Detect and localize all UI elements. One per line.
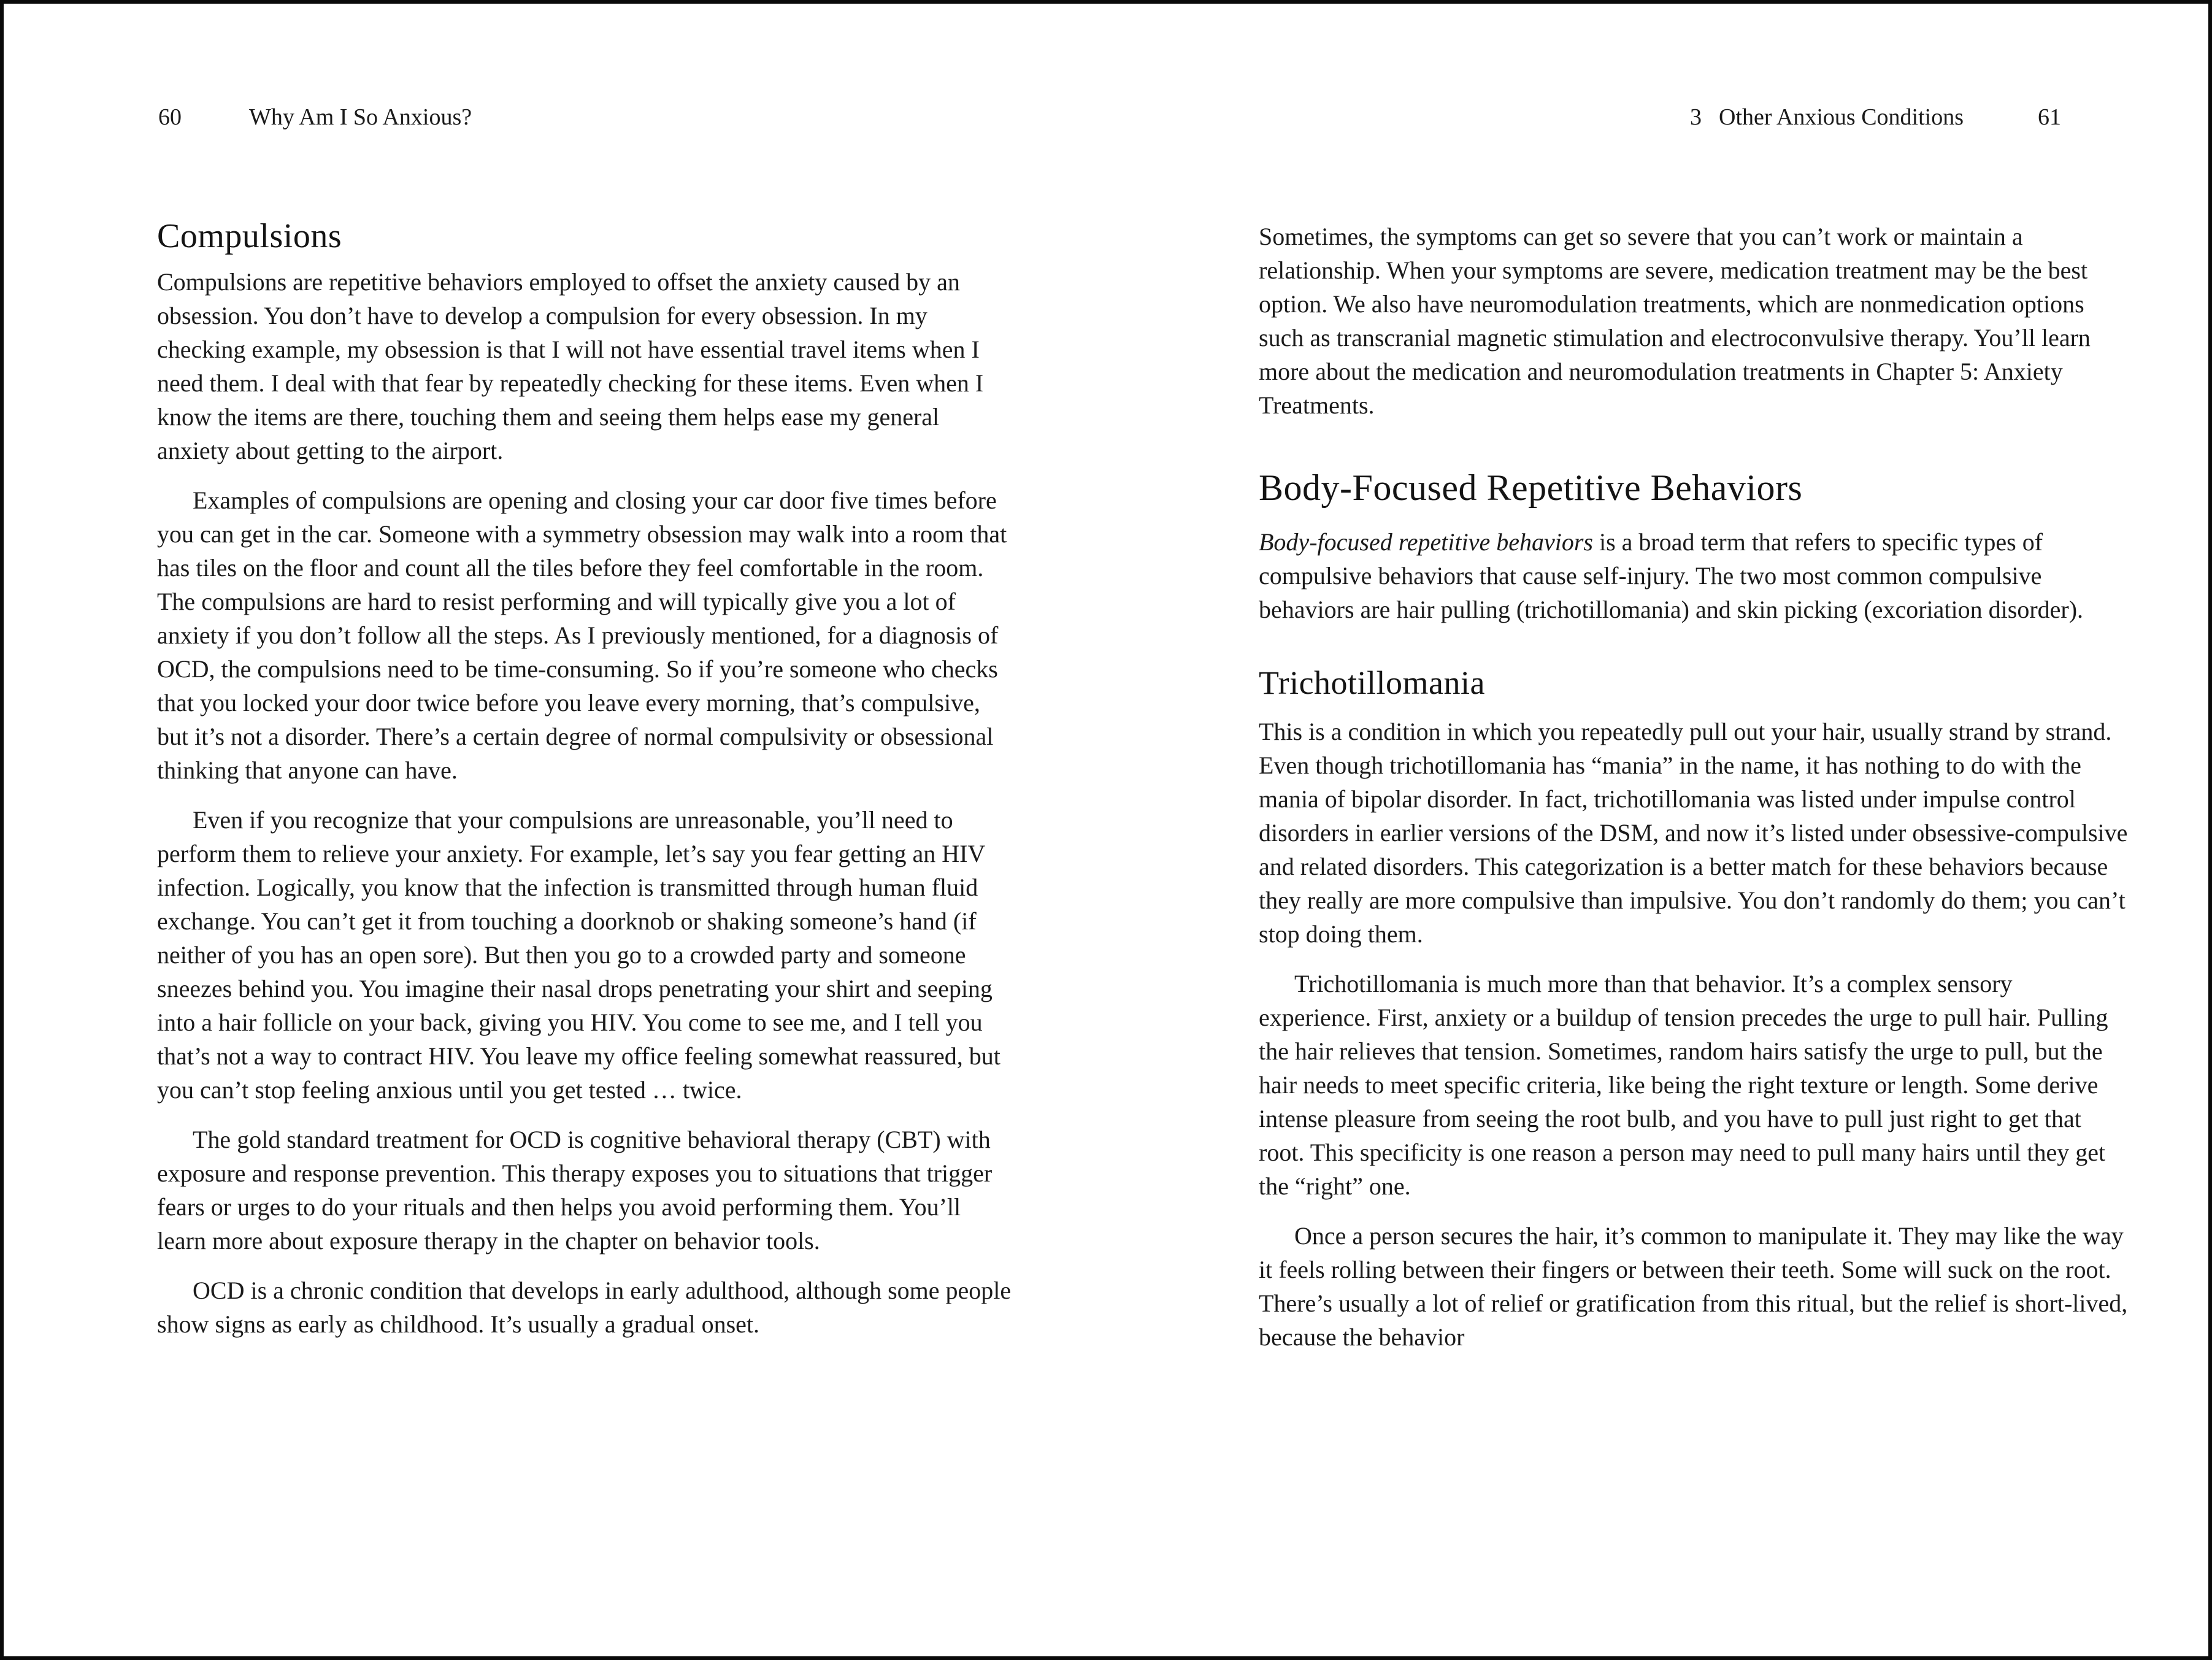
paragraph: Compulsions are repetitive behaviors employed to offset the anxiety caused by an obsession. You don’t have to develop a compulsion for every obsession. In my checking example, my obsession is that I will not have essential travel items when I need them. I deal with that fear by repeatedly checking for these items. Even when I know the items are there, touching them and seeing them helps ease my general anxiety about getting to the airport. [157, 268, 984, 464]
section-heading-compulsions: Compulsions [157, 217, 342, 255]
subsection-heading-trichotillomania: Trichotillomania [1259, 664, 1485, 701]
paragraph: This is a condition in which you repeatedly pull out your hair, usually strand by strand. Even though trichotillomania has “mania” in the name, it has nothing to do with the mania of bipolar disorder. In fact, trichotillomania was listed under impulse control disorders in earlier versions of the DSM, and now it’s listed under obsessive-compulsive and related disorders. This categorization is a better match for these behaviors because they really are more compulsive than impulsive. You don’t randomly do them; you can’t stop doing them. [1259, 718, 2128, 948]
left-page-number: 60 [158, 104, 182, 130]
paragraph: Examples of compulsions are opening and closing your car door five times before you can get in the car. Someone with a symmetry obsession may walk into a room that has tiles on the floor and count all the tiles before they feel comfortable in the room. The compulsions are hard to resist performing and will typically give you a lot of anxiety if you don’t follow all the steps. As I previously mentioned, for a diagnosis of OCD, the compulsions need to be time-consuming. So if you’re someone who checks that you locked your door twice before you leave every morning, that’s compulsive, but it’s not a disorder. There’s a certain degree of normal compulsivity or obsessional thinking that anyone can have. [157, 486, 1007, 784]
paragraph: Sometimes, the symptoms can get so severe that you can’t work or maintain a relationship. When your symptoms are severe, medication treatment may be the best option. We also have neuromodulation treatments, which are nonmedication options such as transcranial magnetic stimulation and electroconvulsive therapy. You’ll learn more about the medication and neuromodulation treatments in Chapter 5: Anxiety Treatments. [1259, 223, 2091, 419]
right-running-title: Other Anxious Conditions [1719, 104, 1964, 130]
paragraph: Even if you recognize that your compulsions are unreasonable, you’ll need to perform them to relieve your anxiety. For example, let’s say you fear getting an HIV infection. Logically, you know that the infection is transmitted through human fluid exchange. You can’t get it from touching a doorknob or shaking someone’s hand (if neither of you has an open sore). But then you go to a crowded party and someone sneezes behind you. You imagine their nasal drops penetrating your shirt and seeping into a hair follicle on your back, giving you HIV. You come to see me, and I tell you that’s not a way to contract HIV. You leave my office feeling somewhat reassured, but you can’t stop feeling anxious until you get tested … twice. [157, 806, 1000, 1104]
lead-italic-term: Body-focused repetitive behaviors [1259, 528, 1593, 556]
paragraph: Once a person secures the hair, it’s common to manipulate it. They may like the way it feels rolling between their fingers or between their teeth. Some will suck on the root. There’s usually a lot of relief or gratification from this ritual, but the relief is short-lived, because the behavior [1259, 1222, 2128, 1351]
lead-paragraph-rest: is a broad term that refers to specific types of compulsive behaviors that cause self-injury. The two most common compulsive behaviors are hair pulling (trichotillomania) and skin picking (excoriation disorder). [1259, 528, 2084, 623]
paragraph [1259, 525, 2130, 626]
chapter-number: 3 [1690, 104, 1702, 130]
left-page [157, 217, 1016, 1341]
section-heading-body-focused-repetitive-behaviors: Body-Focused Repetitive Behaviors [1259, 467, 1803, 508]
left-running-title: Why Am I So Anxious? [249, 104, 472, 130]
paragraph: The gold standard treatment for OCD is cognitive behavioral therapy (CBT) with exposure and response prevention. This therapy exposes you to situations that trigger fears or urges to do your rituals and then helps you avoid performing them. You’ll learn more about exposure therapy in the chapter on behavior tools. [157, 1126, 993, 1255]
paragraph: OCD is a chronic condition that develops in early adulthood, although some people show signs as early as childhood. It’s usually a gradual onset. [157, 1277, 1012, 1338]
right-page [1259, 220, 2130, 1354]
right-page-number: 61 [2038, 104, 2061, 130]
paragraph: Trichotillomania is much more than that behavior. It’s a complex sensory experience. First, anxiety or a buildup of tension precedes the urge to pull hair. Pulling the hair relieves that tension. Sometimes, random hairs satisfy the urge to pull, but the hair needs to meet specific criteria, like being the right texture or length. Some derive intense pleasure from seeing the root bulb, and you have to pull just right to get that root. This specificity is one reason a person may need to pull many hairs until they get the “right” one. [1259, 970, 2108, 1200]
